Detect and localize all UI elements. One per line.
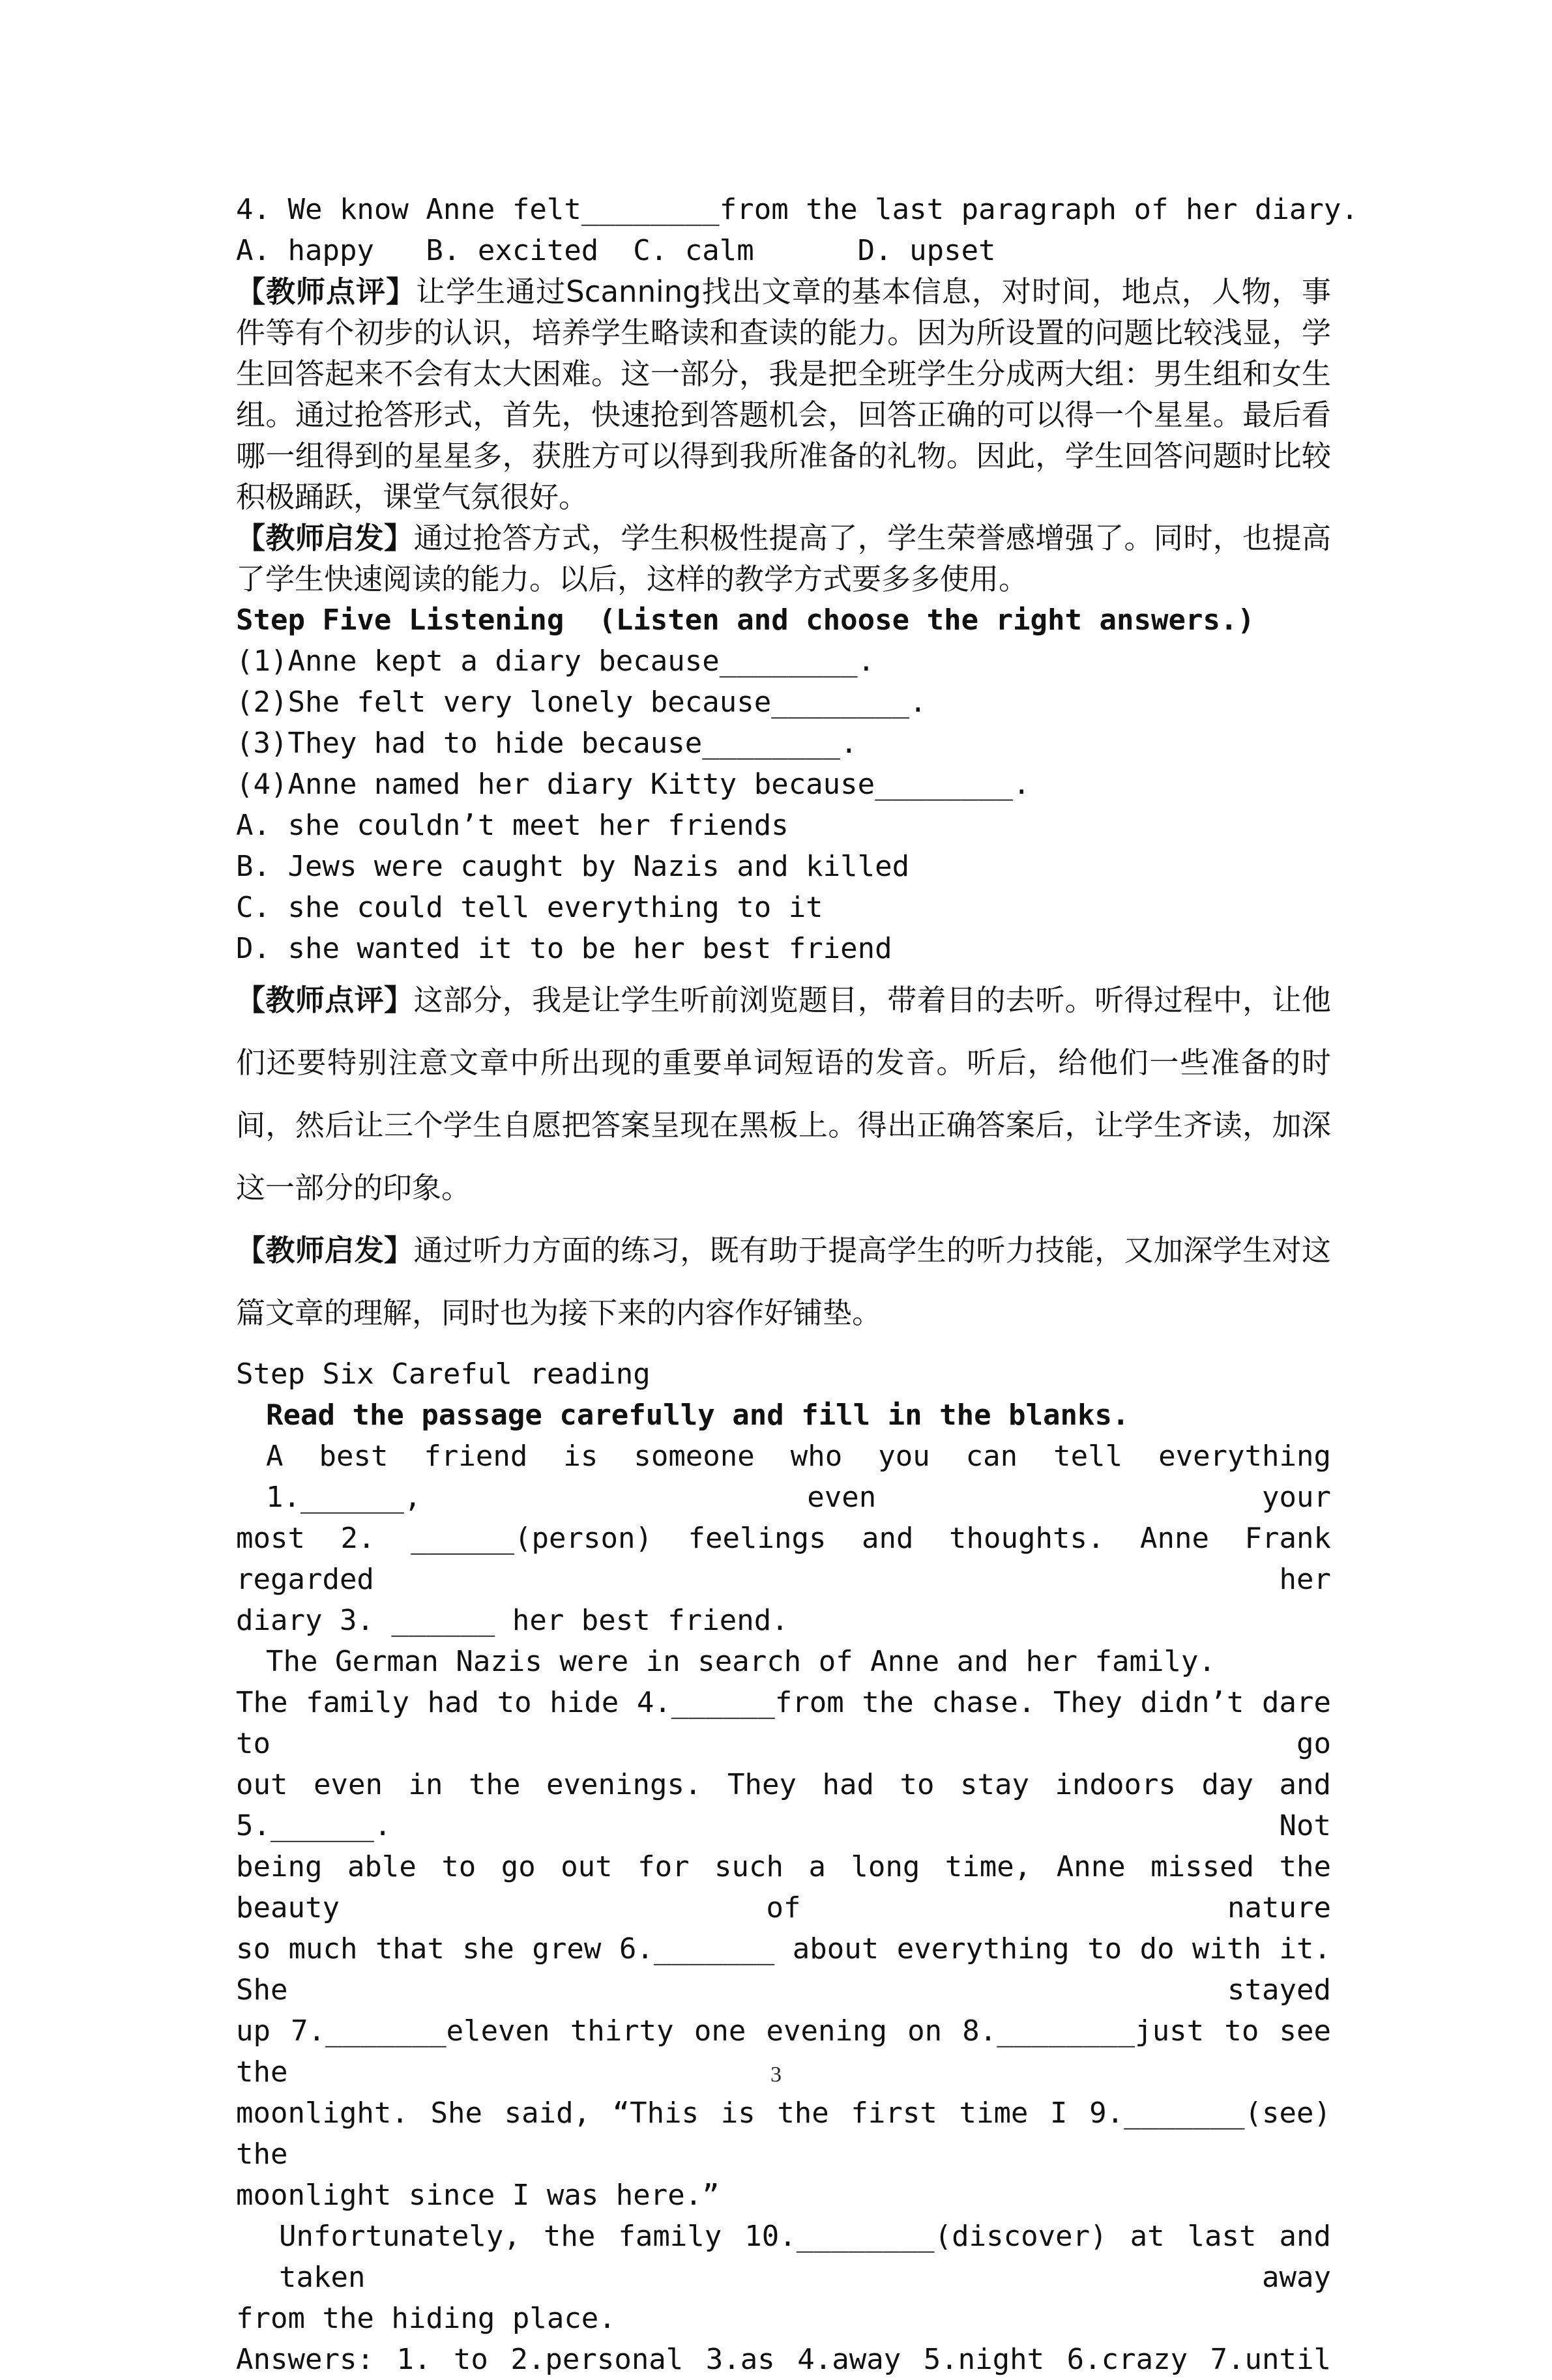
passage-line: up 7._______eleven thirty one evening on 8.________just to see the bbox=[236, 2014, 1331, 2089]
listening-item-3: (3)They had to hide because________. bbox=[236, 727, 858, 760]
page-number: 3 bbox=[770, 2063, 782, 2087]
teacher-comment-2 bbox=[236, 969, 1331, 1219]
passage-line: being able to go out for such a long time, Anne missed the beauty of nature bbox=[236, 1850, 1331, 1924]
step-five-title: Step Five Listening (Listen and choose the right answers.) bbox=[236, 603, 1255, 637]
comment-text: 这部分，我是让学生听前浏览题目，带着目的去听。听得过程中，让他们还要特别注意文章中所出现的重要单词短语的发音。听后，给他们一些准备的时间，然后让三个学生自愿把答案呈现在黑板上。得出正确答案后，让学生齐读，加深这一部分的印象。 bbox=[236, 983, 1331, 1205]
answers-line: Answers: 1. to 2.personal 3.as 4.away 5.night 6.crazy 7.until bbox=[236, 2343, 1331, 2376]
inspiration-tag: 【教师启发】 bbox=[236, 521, 414, 555]
passage-line: The family had to hide 4.______from the chase. They didn’t dare to go bbox=[236, 1686, 1331, 1760]
question-4-options: A. happy B. excited C. calm D. upset bbox=[236, 234, 996, 267]
listening-item-4: (4)Anne named her diary Kitty because________. bbox=[236, 768, 1031, 801]
comment-text: 让学生通过Scanning找出文章的基本信息，对时间，地点，人物，事件等有个初步的认识，培养学生略读和查读的能力。因为所设置的问题比较浅显，学生回答起来不会有太大困难。这一部分，我是把全班学生分成两大组：男生组和女生组。通过抢答形式，首先，快速抢到答题机会，回答正确的可以得一个星星。最后看哪一组得到的星星多，获胜方可以得到我所准备的礼物。因此，学生回答问题时比较积极踊跃，课堂气氛很好。 bbox=[236, 274, 1331, 514]
inspiration-text: 通过抢答方式，学生积极性提高了，学生荣誉感增强了。同时，也提高了学生快速阅读的能力。以后，这样的教学方式要多多使用。 bbox=[236, 521, 1331, 596]
passage-line: moonlight. She said, “This is the first time I 9._______(see) the bbox=[236, 2097, 1331, 2171]
listening-option-a: A. she couldn’t meet her friends bbox=[236, 809, 789, 842]
teacher-inspiration-2 bbox=[236, 1219, 1331, 1344]
teacher-inspiration-1 bbox=[236, 517, 1331, 600]
comment-tag: 【教师点评】 bbox=[236, 274, 417, 309]
listening-item-2: (2)She felt very lonely because________. bbox=[236, 686, 927, 719]
teacher-comment-1 bbox=[236, 271, 1331, 517]
page-content bbox=[236, 189, 1358, 2380]
passage-line: from the hiding place. bbox=[236, 2302, 616, 2335]
listening-option-b: B. Jews were caught by Nazis and killed bbox=[236, 850, 910, 883]
listening-option-d: D. she wanted it to be her best friend bbox=[236, 932, 892, 965]
inspiration-text: 通过听力方面的练习，既有助于提高学生的听力技能，又加深学生对这篇文章的理解，同时也为接下来的内容作好铺垫。 bbox=[236, 1233, 1331, 1330]
passage-line: out even in the evenings. They had to stay indoors day and 5.______. Not bbox=[236, 1768, 1331, 1842]
passage-line: moonlight since I was here.” bbox=[236, 2179, 720, 2212]
step-six-title: Step Six Careful reading bbox=[236, 1357, 651, 1391]
step-six-instruction: Read the passage carefully and fill in the blanks. bbox=[266, 1399, 1130, 1432]
passage-line: diary 3. ______ her best friend. bbox=[236, 1604, 789, 1637]
inspiration-tag: 【教师启发】 bbox=[236, 1233, 414, 1268]
passage-line: The German Nazis were in search of Anne and her family. bbox=[266, 1645, 1216, 1678]
passage-line: most 2. ______(person) feelings and thoughts. Anne Frank regarded her bbox=[236, 1522, 1331, 1596]
listening-item-1: (1)Anne kept a diary because________. bbox=[236, 645, 875, 678]
listening-option-c: C. she could tell everything to it bbox=[236, 891, 823, 924]
comment-tag: 【教师点评】 bbox=[236, 983, 414, 1017]
question-4: 4. We know Anne felt________from the last paragraph of her diary. bbox=[236, 193, 1358, 226]
passage-line: so much that she grew 6._______ about everything to do with it. She stayed bbox=[236, 1932, 1331, 2007]
passage-line: Unfortunately, the family 10.________(discover) at last and taken away bbox=[279, 2220, 1331, 2294]
passage-line: A best friend is someone who you can tell everything 1.______, even your bbox=[266, 1440, 1331, 1514]
